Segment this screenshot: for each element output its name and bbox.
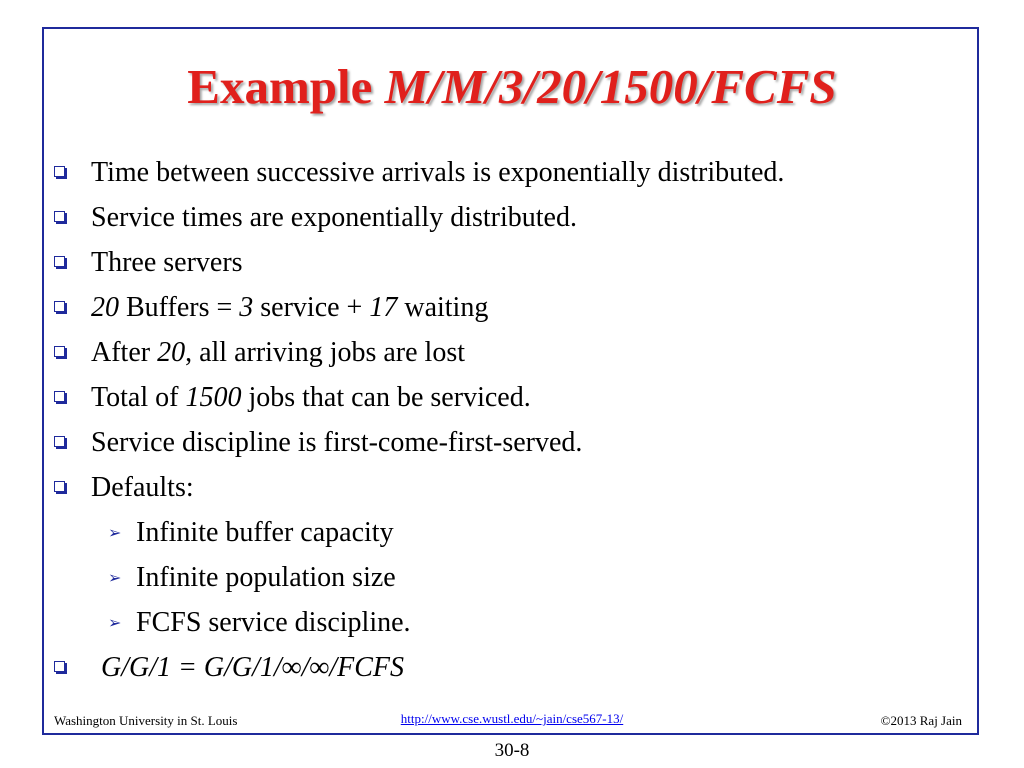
footer-institution: Washington University in St. Louis [54, 713, 238, 728]
sub-bullet-item [52, 510, 972, 555]
bullet-fragment: waiting [397, 292, 489, 323]
bullet-text: Service discipline is first-come-first-served. [91, 427, 583, 458]
arrowhead-icon: ➢ [108, 568, 122, 587]
bullet-text: G/G/1 = G/G/1/∞/∞/FCFS [101, 652, 405, 683]
title-plain: Example [187, 59, 385, 114]
hollow-square-icon [54, 211, 65, 222]
arrowhead-icon: ➢ [108, 613, 122, 632]
hollow-square-icon [54, 256, 65, 267]
page-number: 30-8 [494, 740, 530, 761]
bullet-text [91, 375, 531, 420]
arrowhead-icon: ➢ [108, 523, 122, 542]
hollow-square-icon [54, 346, 65, 357]
sub-bullet-text: FCFS service discipline. [136, 607, 411, 638]
bullet-fragment: Total of [91, 382, 186, 413]
bullet-item [52, 645, 972, 690]
bullet-text: Defaults: [91, 472, 194, 503]
bullet-item [52, 195, 972, 240]
bullet-text: Three servers [91, 247, 243, 278]
bullet-fragment: service + [253, 292, 370, 323]
number-text: 17 [369, 292, 398, 323]
sub-bullet-item [52, 555, 972, 600]
bullet-item [52, 465, 972, 510]
hollow-square-icon [54, 661, 65, 672]
bullet-fragment: , all arriving jobs are lost [185, 337, 466, 368]
bullet-item [52, 285, 972, 330]
bullet-text: Time between successive arrivals is exponentially distributed. [91, 157, 785, 188]
number-text: 1500 [185, 382, 242, 413]
number-text: 20 [91, 292, 119, 323]
bullet-item [52, 150, 972, 195]
sub-bullet-text: Infinite buffer capacity [136, 517, 394, 548]
bullet-item [52, 240, 972, 285]
footer-copyright: ©2013 Raj Jain [880, 713, 962, 728]
bullet-fragment: jobs that can be serviced. [241, 382, 531, 413]
sub-bullet-item [52, 600, 972, 645]
bullet-text [91, 285, 488, 330]
bullet-list [52, 150, 972, 690]
hollow-square-icon [54, 301, 65, 312]
slide-title [0, 58, 1024, 115]
hollow-square-icon [54, 436, 65, 447]
bullet-item [52, 330, 972, 375]
hollow-square-icon [54, 481, 65, 492]
hollow-square-icon [54, 166, 65, 177]
number-text: 20 [157, 337, 186, 368]
bullet-fragment: After [91, 337, 158, 368]
sub-bullet-text: Infinite population size [136, 562, 396, 593]
footer-url-link[interactable]: http://www.cse.wustl.edu/~jain/cse567-13/ [400, 711, 624, 726]
bullet-fragment: Buffers = [119, 292, 240, 323]
bullet-item [52, 420, 972, 465]
bullet-text: Service times are exponentially distributed. [91, 202, 577, 233]
bullet-text [91, 330, 465, 375]
bullet-item [52, 375, 972, 420]
hollow-square-icon [54, 391, 65, 402]
title-italic: M/M/3/20/1500/FCFS [384, 59, 837, 114]
number-text: 3 [239, 292, 254, 323]
